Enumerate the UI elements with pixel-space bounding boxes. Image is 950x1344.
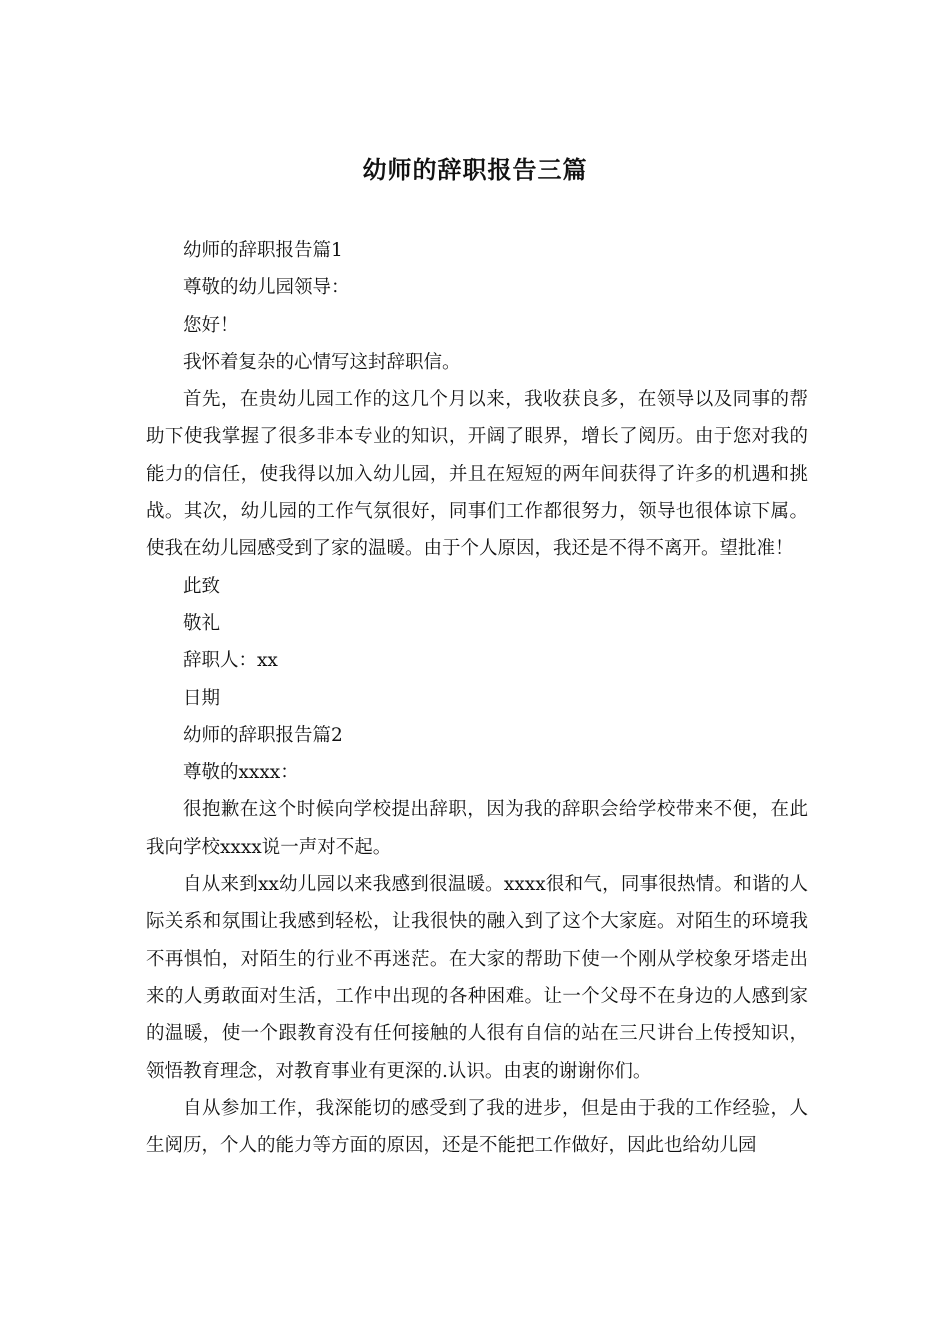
closing-line: 敬礼 — [183, 612, 221, 634]
salutation-1: 尊敬的幼儿园领导： — [183, 277, 350, 299]
body-paragraph: 很抱歉在这个时候向学校提出辞职，因为我的辞职会给学校带来不便，在此我向学校xxxx说一声对不起。 — [146, 799, 808, 858]
greeting: 您好！ — [183, 314, 239, 336]
body-paragraph: 首先，在贵幼儿园工作的这几个月以来，我收获良多，在领导以及同事的帮助下使我掌握了很多非本专业的知识，开阔了眼界，增长了阅历。由于您对我的能力的信任，使我得以加入幼儿园，并且在短短的两年间获得了许多的机遇和挑战。其次，幼儿园的工作气氛很好，同事们工作都很努力，领导也很体谅下属。使我在幼儿园感受到了家的温暖。由于个人原因，我还是不得不离开。望批准！ — [146, 389, 808, 560]
body-paragraph: 自从来到xx幼儿园以来我感到很温暖。xxxx很和气，同事很热情。和谐的人际关系和氛围让我感到轻松，让我很快的融入到了这个大家庭。对陌生的环境我不再惧怕，对陌生的行业不再迷茫。在大家的帮助下使一个刚从学校象牙塔走出来的人勇敢面对生活，工作中出现的各种困难。让一个父母不在身边的人感到家的温暖，使一个跟教育没有任何接触的人很有自信的站在三尺讲台上传授知识，领悟教育理念，对教育事业有更深的.认识。由衷的谢谢你们。 — [146, 874, 808, 1082]
salutation-2: 尊敬的xxxx： — [183, 762, 299, 784]
signature-line: 辞职人：xx — [183, 650, 278, 672]
section-heading-2: 幼师的辞职报告篇2 — [183, 724, 343, 746]
section-heading-1: 幼师的辞职报告篇1 — [183, 240, 343, 261]
body-paragraph: 自从参加工作，我深能切的感受到了我的进步，但是由于我的工作经验，人生阅历，个人的能力等方面的原因，还是不能把工作做好，因此也给幼儿园 — [146, 1097, 808, 1157]
document-body — [146, 232, 808, 1164]
closing-line: 此致 — [183, 575, 221, 597]
document-title: 幼师的辞职报告三篇 — [362, 155, 588, 184]
body-paragraph: 我怀着复杂的心情写这封辞职信。 — [183, 351, 461, 373]
date-line: 日期 — [183, 687, 221, 709]
